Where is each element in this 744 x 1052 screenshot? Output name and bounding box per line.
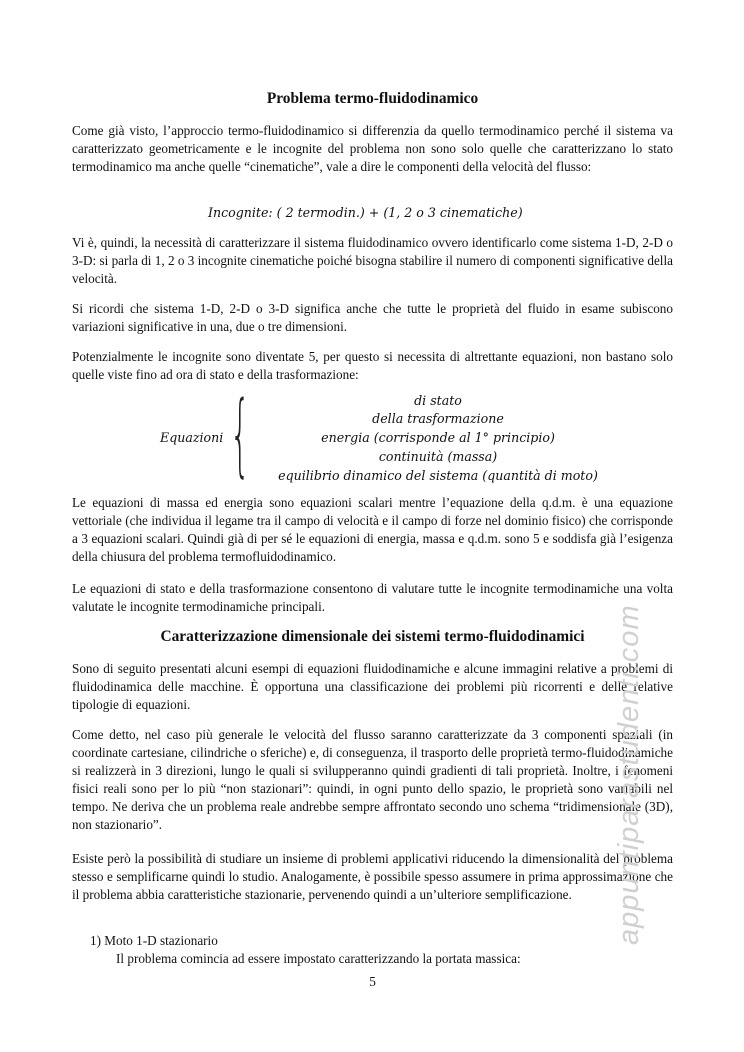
- section-title-problema: Problema termo-fluidodinamico: [266, 90, 479, 107]
- equation-item: di stato: [414, 393, 462, 408]
- equations-system: [72, 382, 673, 488]
- paragraph-equazioni-scalari: Le equazioni di massa ed energia sono equazioni scalari mentre l’equazione della q.d.m. è una equazione vettoriale (che individua il legame tra il campo di velocità e il campo di forze nel dominio fisico) che corrisponde a 3 equazioni scalari. Quindi già di per sé le equazioni di energia, massa e q.d.m. sono 5 e soddisfa già l’esigenza della chiusura del problema termofluidodinamico.: [72, 495, 673, 564]
- brace-symbol: {: [230, 382, 251, 487]
- list-item-moto-1d: 1) Moto 1-D stazionario: [90, 933, 218, 948]
- paragraph-stato-trasformazione: Le equazioni di stato e della trasformazione consentono di valutare tutte le incognite termodinamiche una volta valutate le incognite termodinamiche principali.: [72, 581, 673, 614]
- paragraph-sistema: Vi è, quindi, la necessità di caratterizzare il sistema fluidodinamico ovvero identificarlo come sistema 1-D, 2-D o 3-D: si parla di 1, 2 o 3 incognite cinematiche poiché bisogna stabilire il numero di componenti significative della velocità.: [72, 235, 673, 286]
- equation-item: energia (corrisponde al 1° principio): [321, 430, 555, 445]
- watermark-text: appuntiparastudenti.com: [613, 604, 645, 945]
- paragraph-semplificazione: Esiste però la possibilità di studiare un insieme di problemi applicativi riducendo la dimensionalità del problema stesso e semplificarne quindi lo studio. Analogamente, è possibile spesso assumere in prima approssimazione che il problema abbia caratteristiche stazionarie, pervenendo quindi a un’ulteriore semplificazione.: [72, 851, 673, 902]
- equation-item: della trasformazione: [372, 411, 504, 426]
- formula-incognite: Incognite: ( 2 termodin.) + (1, 2 o 3 cinematiche): [208, 205, 523, 220]
- list-item-text: Il problema comincia ad essere impostato caratterizzando la portata massica:: [116, 951, 521, 966]
- paragraph-intro: Come già visto, l’approccio termo-fluidodinamico si differenzia da quello termodinamico perché il sistema va caratterizzato geometricamente e le incognite del problema non sono solo quelle che caratterizzano lo stato termodinamico ma anche quelle “cinematiche”, vale a dire le componenti della velocità del flusso:: [72, 123, 673, 174]
- paragraph-come-detto: Come detto, nel caso più generale le velocità del flusso saranno caratterizzate da 3 componenti spaziali (in coordinate cartesiane, cilindriche o sferiche) e, di conseguenza, il trasporto delle proprietà termo-fluidodinamiche si realizzerà in 3 direzioni, lungo le quali si svilupperanno quindi gradienti di tali proprietà. Inoltre, i fenomeni fisici reali sono per lo più “non stazionari”: quindi, in ogni punto dello spazio, le proprietà sono variabili nel tempo. Ne deriva che un problema reale andrebbe sempre affrontato secondo uno schema “tridimensionale (3D), non stazionario”.: [72, 727, 673, 832]
- equation-item: continuità (massa): [378, 449, 498, 464]
- page-number: 5: [369, 974, 376, 989]
- paragraph-esempi: Sono di seguito presentati alcuni esempi di equazioni fluidodinamiche e alcune immagini relative a problemi di fluidodinamica delle macchine. È opportuna una classificazione dei problemi più ricorrenti e delle relative tipologie di equazioni.: [72, 661, 673, 712]
- paragraph-incognite-5: Potenzialmente le incognite sono diventate 5, per questo si necessita di altrettante equazioni, non bastano solo quelle viste fino ad ora di stato e della trasformazione:: [72, 349, 673, 382]
- section-title-caratterizzazione: Caratterizzazione dimensionale dei sistemi termo-fluidodinamici: [160, 628, 585, 645]
- equation-item: equilibrio dinamico del sistema (quantità di moto): [278, 468, 598, 483]
- paragraph-ricordi: Si ricordi che sistema 1-D, 2-D o 3-D significa anche che tutte le proprietà del fluido in esame subiscono variazioni significative in una, due o tre dimensioni.: [72, 301, 673, 334]
- equations-label: Equazioni: [160, 430, 224, 445]
